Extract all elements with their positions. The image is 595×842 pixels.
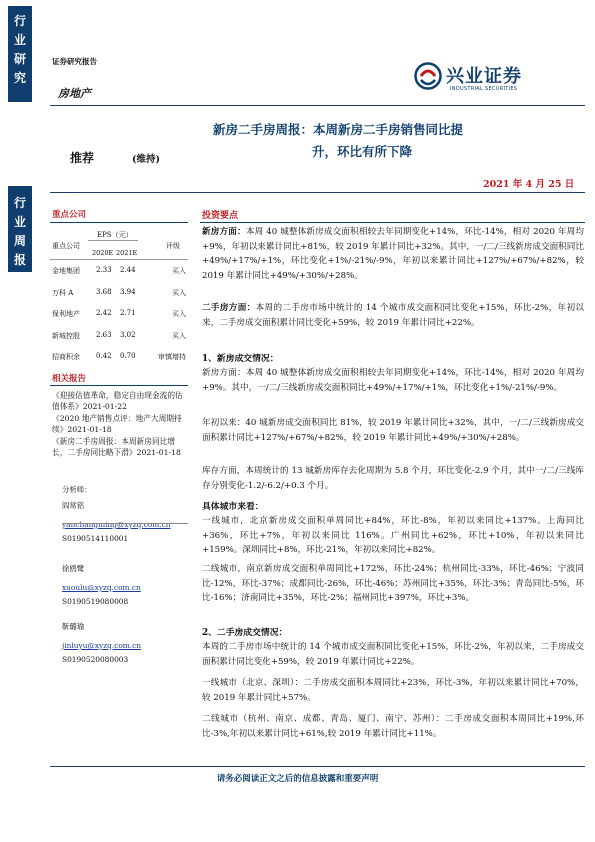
paragraph-text: 本周的二手房市场中统计的 14 个城市成交面积同比变化+15%，环比-2%，年初以来，二手房成交面积累计同比变化+59%，较 2019 年累计同比+22%。 [202,303,584,328]
eps-2021: 2.71 [120,309,136,317]
table-header-eps: EPS（元） [97,231,133,239]
analyst-email[interactable]: xuoulu@xyzq.com.cn [62,583,141,592]
summary-rule [200,222,585,223]
key-companies-table [50,262,188,370]
rating-status: (维持) [132,154,160,165]
table-header-year-2020: 2020E [92,249,114,257]
banner-char: 报 [13,253,26,267]
report-date: 2021 年 4 月 25 日 [483,179,575,190]
second-hand-tier2-paragraph: 二线城市（杭州、南京、成都、青岛、厦门、南宁、苏州）：二手房成交面积本周同比+19%,环比-3%,年初以来累计同比+61%,较 2019 年累计同比+11%。 [202,714,584,739]
analyst-name: 靳璐瑜 [62,622,85,631]
eps-2021: 2.44 [120,266,136,274]
new-home-ytd-paragraph: 年初以来：40 城新房成交面积同比 81%，较 2019 年累计同比+32%，其中，一/二/三线新房成交面积累计同比+127%/+67%/+82%，较 2019 年累计同比+49%/+30%/+28%。 [202,418,584,443]
banner-char: 业 [13,215,26,229]
related-reports-rule [50,385,188,386]
company-name: 新城控股 [52,331,80,340]
second-hand-paragraph: 本周的二手房市场中统计的 14 个城市成交面积同比变化+15%，环比-2%，年初以来，二手房成交面积累计同比变化+59%，较 2019 年累计同比+22%。 [202,642,584,667]
related-reports-list [52,390,188,458]
table-row [50,284,188,306]
tier2-cities-paragraph: 二线城市，南京新房成交面积单周同比+172%，环比-24%；杭州同比-33%，环比-46%；宁波同比-12%，环比-37%；成都同比-26%，环比-46%；苏州同比+35%，环比-3%；青岛同比-5%，环比-16%；济南同比+35%，环比-2%；福州同比+397%，环比+3%。 [202,564,584,604]
related-reports-heading: 相关报告 [52,374,87,384]
table-header-rating: 评级 [166,242,180,250]
footer-divider [50,766,585,767]
eps-2020: 2.33 [96,266,112,274]
date-divider [50,192,585,193]
eps-2020: 3.68 [96,287,112,296]
inventory-paragraph: 库存方面，本周统计的 13 城新房库存去化周期为 5.8 个月，环比变化-2.9 个月，其中一/二/三线库存分别变化-1.2/-6.2/+0.3 个月。 [202,466,584,491]
table-header-company: 重点公司 [52,242,80,250]
paragraph-text: 本周 40 城整体新房成交面积相较去年同期变化+14%，环比-14%，相对 2020 年周均+9%，年初以来累计同比+81%，较 2019 年累计同比+32%。其中，一/二/三线新房成交面积同比+49%/+17%/+1%，环比变化+1%/-21%/-9%，年初以来累计同比+127%/+67%/+82%，较 2019 年累计同比+49%/+30%/+28%。 [202,227,584,281]
table-header-rule [50,259,188,260]
sidebar-banner-weekly [8,186,32,272]
key-companies-rule [50,222,188,223]
company-rating: 买入 [172,331,186,340]
company-name: 金地集团 [52,267,80,275]
logo-subtext: INDUSTRIAL SECURITIES [450,86,518,92]
table-row [50,262,188,284]
eps-2020: 2.63 [96,330,112,339]
eps-2021: 3.94 [120,287,136,296]
analyst-cert: S0190519080008 [62,597,129,606]
eps-2021: 3.02 [120,330,136,339]
section-heading-cities: 具体城市来看： [202,502,264,512]
company-name: 保利地产 [52,310,80,318]
summary-new-home-paragraph [202,225,584,283]
company-name: 万科 A [52,288,74,297]
eps-2020: 2.42 [96,309,112,317]
banner-char: 行 [13,196,26,210]
eps-2020: 0.42 [96,352,112,360]
banner-char: 究 [13,71,26,85]
section-heading-new-home: 1、新房成交情况： [202,354,279,364]
analyst-email[interactable]: yanchangming@xyzq.com.cn [62,520,171,529]
investment-summary-heading: 投资要点 [202,211,239,221]
eps-2021: 0.70 [120,352,136,360]
company-rating: 买入 [172,288,186,297]
paragraph-label: 新房方面： [202,227,246,237]
new-home-weekly-paragraph: 新房方面：本周 40 城整体新房成交面积相较去年同期变化+14%，环比-14%，相对 2020 年周均+9%。其中，一/二/三线新房成交面积同比+49%/+17%/+1%，环比变化+1%/-21%/-9%。 [202,368,584,393]
footer-disclaimer[interactable]: 请务必阅读正文之后的信息披露和重要声明 [216,774,379,784]
related-report-item[interactable]: 《迎接估值革命，稳定自由现金流的估值体系》2021-01-22 [52,391,183,412]
banner-char: 行 [13,14,26,28]
analyst-cert: S0190514110001 [62,534,129,543]
report-type-label: 证券研究报告 [52,57,97,66]
analyst-email[interactable]: jinluyu@xyzq.com.cn [62,641,142,650]
banner-char: 研 [13,52,26,66]
paragraph-label: 二手房方面： [202,303,256,313]
table-header-year-2021: 2021E [116,249,138,257]
report-title-line1: 新房二手房周报：本周新房二手房销售同比提 [213,122,464,137]
company-rating: 审慎增持 [158,353,186,361]
analyst-name: 阎常铭 [62,501,85,510]
eps-header-rule [88,240,138,241]
section-heading-second-hand: 2、二手房成交情况： [202,628,288,638]
related-report-item[interactable]: 《2020 地产销售点评：地产大周期持续》2021-01-18 [52,413,182,435]
sidebar-banner-research [8,6,32,102]
analysts-section [62,483,92,497]
company-rating: 买入 [172,310,186,318]
key-companies-heading: 重点公司 [52,210,87,220]
analyst-divider [62,523,188,524]
report-title-line2: 升，环比有所下降 [312,144,413,159]
header-divider [50,105,585,106]
table-row [50,327,188,349]
industry-label: 房地产 [58,87,91,100]
company-name: 招商积余 [52,353,80,361]
banner-char: 业 [13,33,26,47]
rating-label: 推荐 [70,151,95,165]
analyst-card [62,620,141,667]
analyst-cert: S0190520080003 [62,655,129,664]
banner-char: 周 [13,234,26,248]
company-rating: 买入 [172,267,186,275]
related-report-item[interactable]: 《新房二手房周报：本周新房同比增长，二手房同比略下滑》2021-01-18 [52,436,181,458]
table-row [50,305,188,327]
analyst-name: 徐鸥鹭 [62,564,85,573]
table-row [50,348,188,370]
tier1-cities-paragraph: 一线城市，北京新房成交面积单周同比+84%，环比-8%，年初以来同比+137%。上海同比+36%，环比+7%，年初以来同比 116%。广州同比+62%，环比+10%，年初以来同比+159%。深圳同比+8%，环比-21%，年初以来同比+82%。 [202,516,584,556]
analysts-heading: 分析师： [62,485,92,494]
company-logo-icon [414,62,442,90]
logo-text: 兴业证券 [446,66,522,87]
second-hand-tier1-paragraph: 一线城市（北京、深圳）：二手房成交面积本周同比+23%，环比-3%，年初以来累计同比+70%，较 2019 年累计同比+57%。 [202,678,584,703]
summary-second-hand-paragraph [202,301,584,330]
analyst-card [62,562,141,609]
